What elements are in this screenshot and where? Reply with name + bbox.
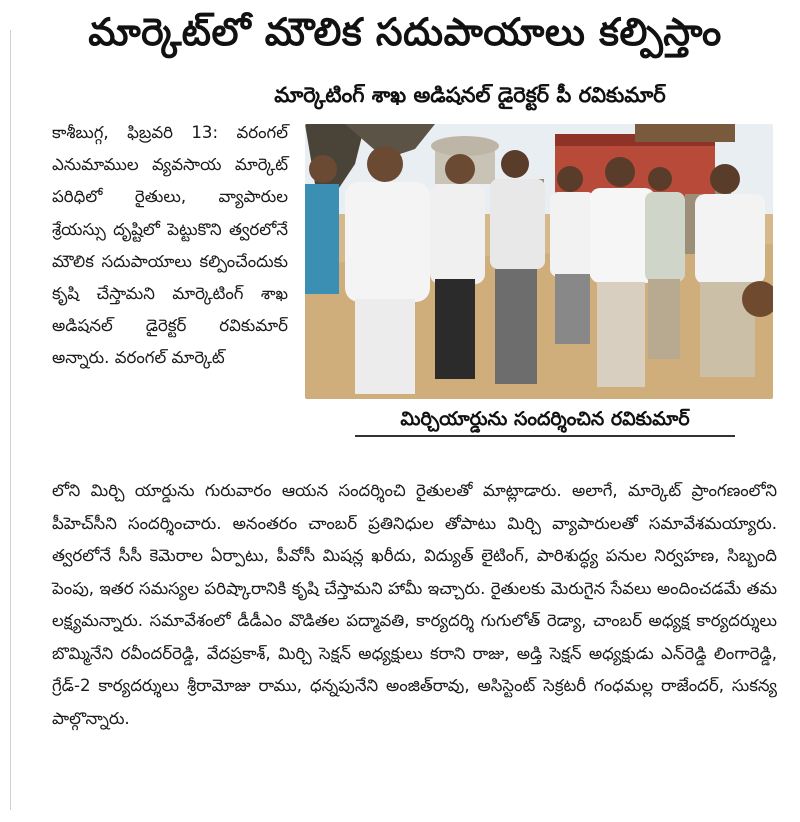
article-subheadline: మార్కెటింగ్ శాఖ అడిషనల్ డైరెక్టర్ పీ రవికుమార్: [274, 83, 666, 107]
article-headline: మార్కెట్‌లో మౌలిక సదుపాయాలు కల్పిస్తాం: [88, 10, 722, 54]
market-visit-photo: [305, 124, 773, 399]
article-intro: కాశీబుగ్గ, ఫిబ్రవరి 13: వరంగల్ ఎనుమాముల వ్యవసాయ మార్కెట్ పరిధిలో రైతులు, వ్యాపారుల శ్రేయస్సు దృష్టిలో పెట్టుకొని త్వరలోనే మౌలిక సదుపాయాలు కల్పించేందుకు కృషి చేస్తామని మార్కెటింగ్ శాఖ అడిషనల్ డైరెక్టర్ రవికుమార్ అన్నారు. వరంగల్ మార్కెట్: [52, 123, 288, 368]
photo-caption: మిర్చియార్డును సందర్శించిన రవికుమార్: [355, 405, 735, 437]
column-divider: [10, 30, 11, 810]
news-photo: [305, 124, 773, 399]
article-body: లోని మిర్చి యార్డును గురువారం ఆయన సందర్శించి రైతులతో మాట్లాడారు. అలాగే, మార్కెట్ ప్రాంగణంలోని పీహెచ్‌సీని సందర్శించారు. అనంతరం చాంబర్ ప్రతినిధుల తోపాటు మిర్చి వ్యాపారులతో సమావేశమయ్యారు. త్వరలోనే సీసీ కెమెరాల ఏర్పాటు, పీవోసీ మిషన్ల ఖరీదు, విద్యుత్ లైటింగ్, పారిశుద్ధ్య పనుల నిర్వహణ, సిబ్బంది పెంపు, ఇతర సమస్యల పరిష్కారానికి కృషి చేస్తామని హామీ ఇచ్చారు. రైతులకు మెరుగైన సేవలు అందించడమే తమ లక్ష్యమన్నారు. సమావేశంలో డీడీఎం వొడితల పద్మావతి, కార్యదర్శి గుగులోత్ రెడ్యా, చాంబర్ అధ్యక్ష కార్యదర్శులు బొమ్మినేని రవీందర్‌రెడ్డి, వేదప్రకాశ్, మిర్చి సెక్షన్ అధ్యక్షులు కరాని రాజు, అడ్తి సెక్షన్ అధ్యక్షుడు ఎన్‌రెడ్డి లింగారెడ్డి, గ్రేడ్-2 కార్యదర్శులు శ్రీరామోజు రాము, ధన్నపునేని అంజిత్‌రావు, అసిస్టెంట్ సెక్రటరీ గంధమల్ల రాజేందర్, సుకన్య పాల్గొన్నారు.: [52, 481, 777, 728]
